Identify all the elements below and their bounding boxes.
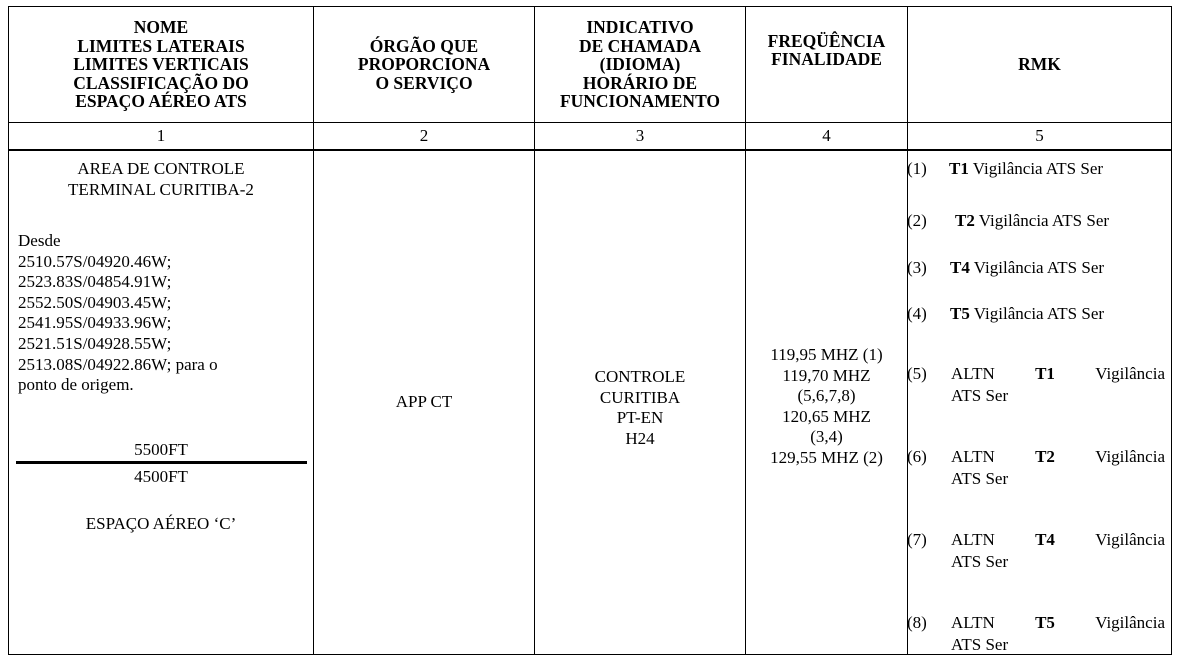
col-number-4: 4 xyxy=(822,126,831,145)
call-sign-line-1: CONTROLE xyxy=(594,367,686,386)
col-number-3: 3 xyxy=(635,126,645,145)
providing-unit: APP CT xyxy=(395,392,453,411)
call-sign-block xyxy=(535,367,745,449)
rmk-number: (3) xyxy=(907,258,927,277)
rmk-text-tail: ATS Ser xyxy=(951,552,1009,571)
rmk-prefix: ALTN xyxy=(951,530,995,549)
rmk-text: Vigilância xyxy=(1095,447,1165,466)
rmk-text: Vigilância xyxy=(1095,530,1165,549)
lateral-limits-line: 2523.83S/04854.91W; xyxy=(18,272,172,292)
airspace-name-line-1: AREA DE CONTROLE xyxy=(77,159,245,178)
header-col-5 xyxy=(908,7,1171,122)
col-number-2: 2 xyxy=(419,126,429,145)
frequency-line: (5,6,7,8) xyxy=(797,386,856,406)
header-col-5-text: RMK xyxy=(1018,54,1061,75)
rmk-text: Vigilância ATS Ser xyxy=(972,159,1104,178)
header-col-1 xyxy=(9,7,313,122)
rmk-code: T2 xyxy=(955,211,975,230)
rmk-number: (4) xyxy=(907,304,927,323)
rmk-text: Vigilância ATS Ser xyxy=(973,304,1105,323)
rmk-number: (8) xyxy=(907,613,927,632)
frequency-line: (3,4) xyxy=(810,427,843,447)
rmk-code: T5 xyxy=(950,304,970,323)
header-divider xyxy=(8,122,1172,123)
lateral-limits-line: 2521.51S/04928.55W; xyxy=(18,333,172,353)
rmk-text: Vigilância xyxy=(1095,613,1165,632)
rmk-code: T2 xyxy=(1035,447,1055,466)
rmk-number: (1) xyxy=(907,159,927,178)
airspace-classification: ESPAÇO AÉREO ‘C’ xyxy=(85,514,237,533)
rmk-text: Vigilância ATS Ser xyxy=(978,211,1110,230)
header-col-1-text: NOME LIMITES LATERAIS LIMITES VERTICAIS CLASSIFICAÇÃO DO ESPAÇO AÉREO ATS xyxy=(73,17,249,112)
frequency-block xyxy=(746,345,907,469)
col-number-1: 1 xyxy=(156,126,166,145)
header-col-4-text: FREQÜÊNCIA FINALIDADE xyxy=(767,31,886,70)
header-col-2 xyxy=(314,7,534,122)
rmk-number: (7) xyxy=(907,530,927,549)
rmk-text-tail: ATS Ser xyxy=(951,469,1009,488)
rmk-prefix: ALTN xyxy=(951,447,995,466)
header-col-4 xyxy=(746,7,907,122)
rmk-number: (5) xyxy=(907,364,927,383)
frequency-line: 119,70 MHZ xyxy=(782,365,871,385)
airspace-name-line-2: TERMINAL CURITIBA-2 xyxy=(68,179,254,199)
operating-hours: H24 xyxy=(625,428,655,448)
lateral-limits-line: ponto de origem. xyxy=(18,375,134,395)
lateral-limits xyxy=(18,231,308,396)
rmk-code: T1 xyxy=(1035,364,1055,383)
rmk-text: Vigilância ATS Ser xyxy=(973,258,1105,277)
language: PT-EN xyxy=(616,408,664,428)
col-number-5: 5 xyxy=(1035,126,1044,145)
lateral-limits-line: 2541.95S/04933.96W; xyxy=(18,313,172,333)
table-border-right xyxy=(1171,6,1172,655)
rmk-number: (2) xyxy=(907,211,927,230)
upper-limit: 5500FT xyxy=(134,440,188,459)
rmk-code: T1 xyxy=(949,159,969,178)
frequency-line: 129,55 MHZ (2) xyxy=(770,447,883,467)
rmk-code: T5 xyxy=(1035,613,1055,632)
header-col-3-text: INDICATIVO DE CHAMADA (IDIOMA) HORÁRIO DE FUNCIONAMENTO xyxy=(559,17,721,112)
header-col-2-text: ÓRGÃO QUE PROPORCIONA O SERVIÇO xyxy=(357,35,491,93)
rmk-code: T4 xyxy=(950,258,970,277)
lower-limit: 4500FT xyxy=(134,467,188,486)
rmk-code: T4 xyxy=(1035,530,1055,549)
call-sign-line-2: CURITIBA xyxy=(599,387,681,407)
rmk-text: Vigilância xyxy=(1095,364,1165,383)
lateral-limits-line: 2552.50S/04903.45W; xyxy=(18,292,172,312)
rmk-prefix: ALTN xyxy=(951,364,995,383)
airspace-name xyxy=(9,159,313,200)
frequency-line: 120,65 MHZ xyxy=(782,406,871,426)
vertical-limit-divider xyxy=(16,461,307,464)
lateral-limits-line: 2510.57S/04920.46W; xyxy=(18,251,172,271)
rmk-cell xyxy=(907,151,1171,654)
lateral-limits-line: 2513.08S/04922.86W; para o xyxy=(18,354,218,374)
rmk-text-tail: ATS Ser xyxy=(951,386,1009,405)
airspace-table xyxy=(8,6,1172,655)
header-col-3 xyxy=(535,7,745,122)
rmk-text-tail: ATS Ser xyxy=(951,635,1009,654)
lateral-limits-line: Desde xyxy=(18,231,61,250)
frequency-line: 119,95 MHZ (1) xyxy=(770,345,883,364)
rmk-number: (6) xyxy=(907,447,927,466)
rmk-prefix: ALTN xyxy=(951,613,995,632)
